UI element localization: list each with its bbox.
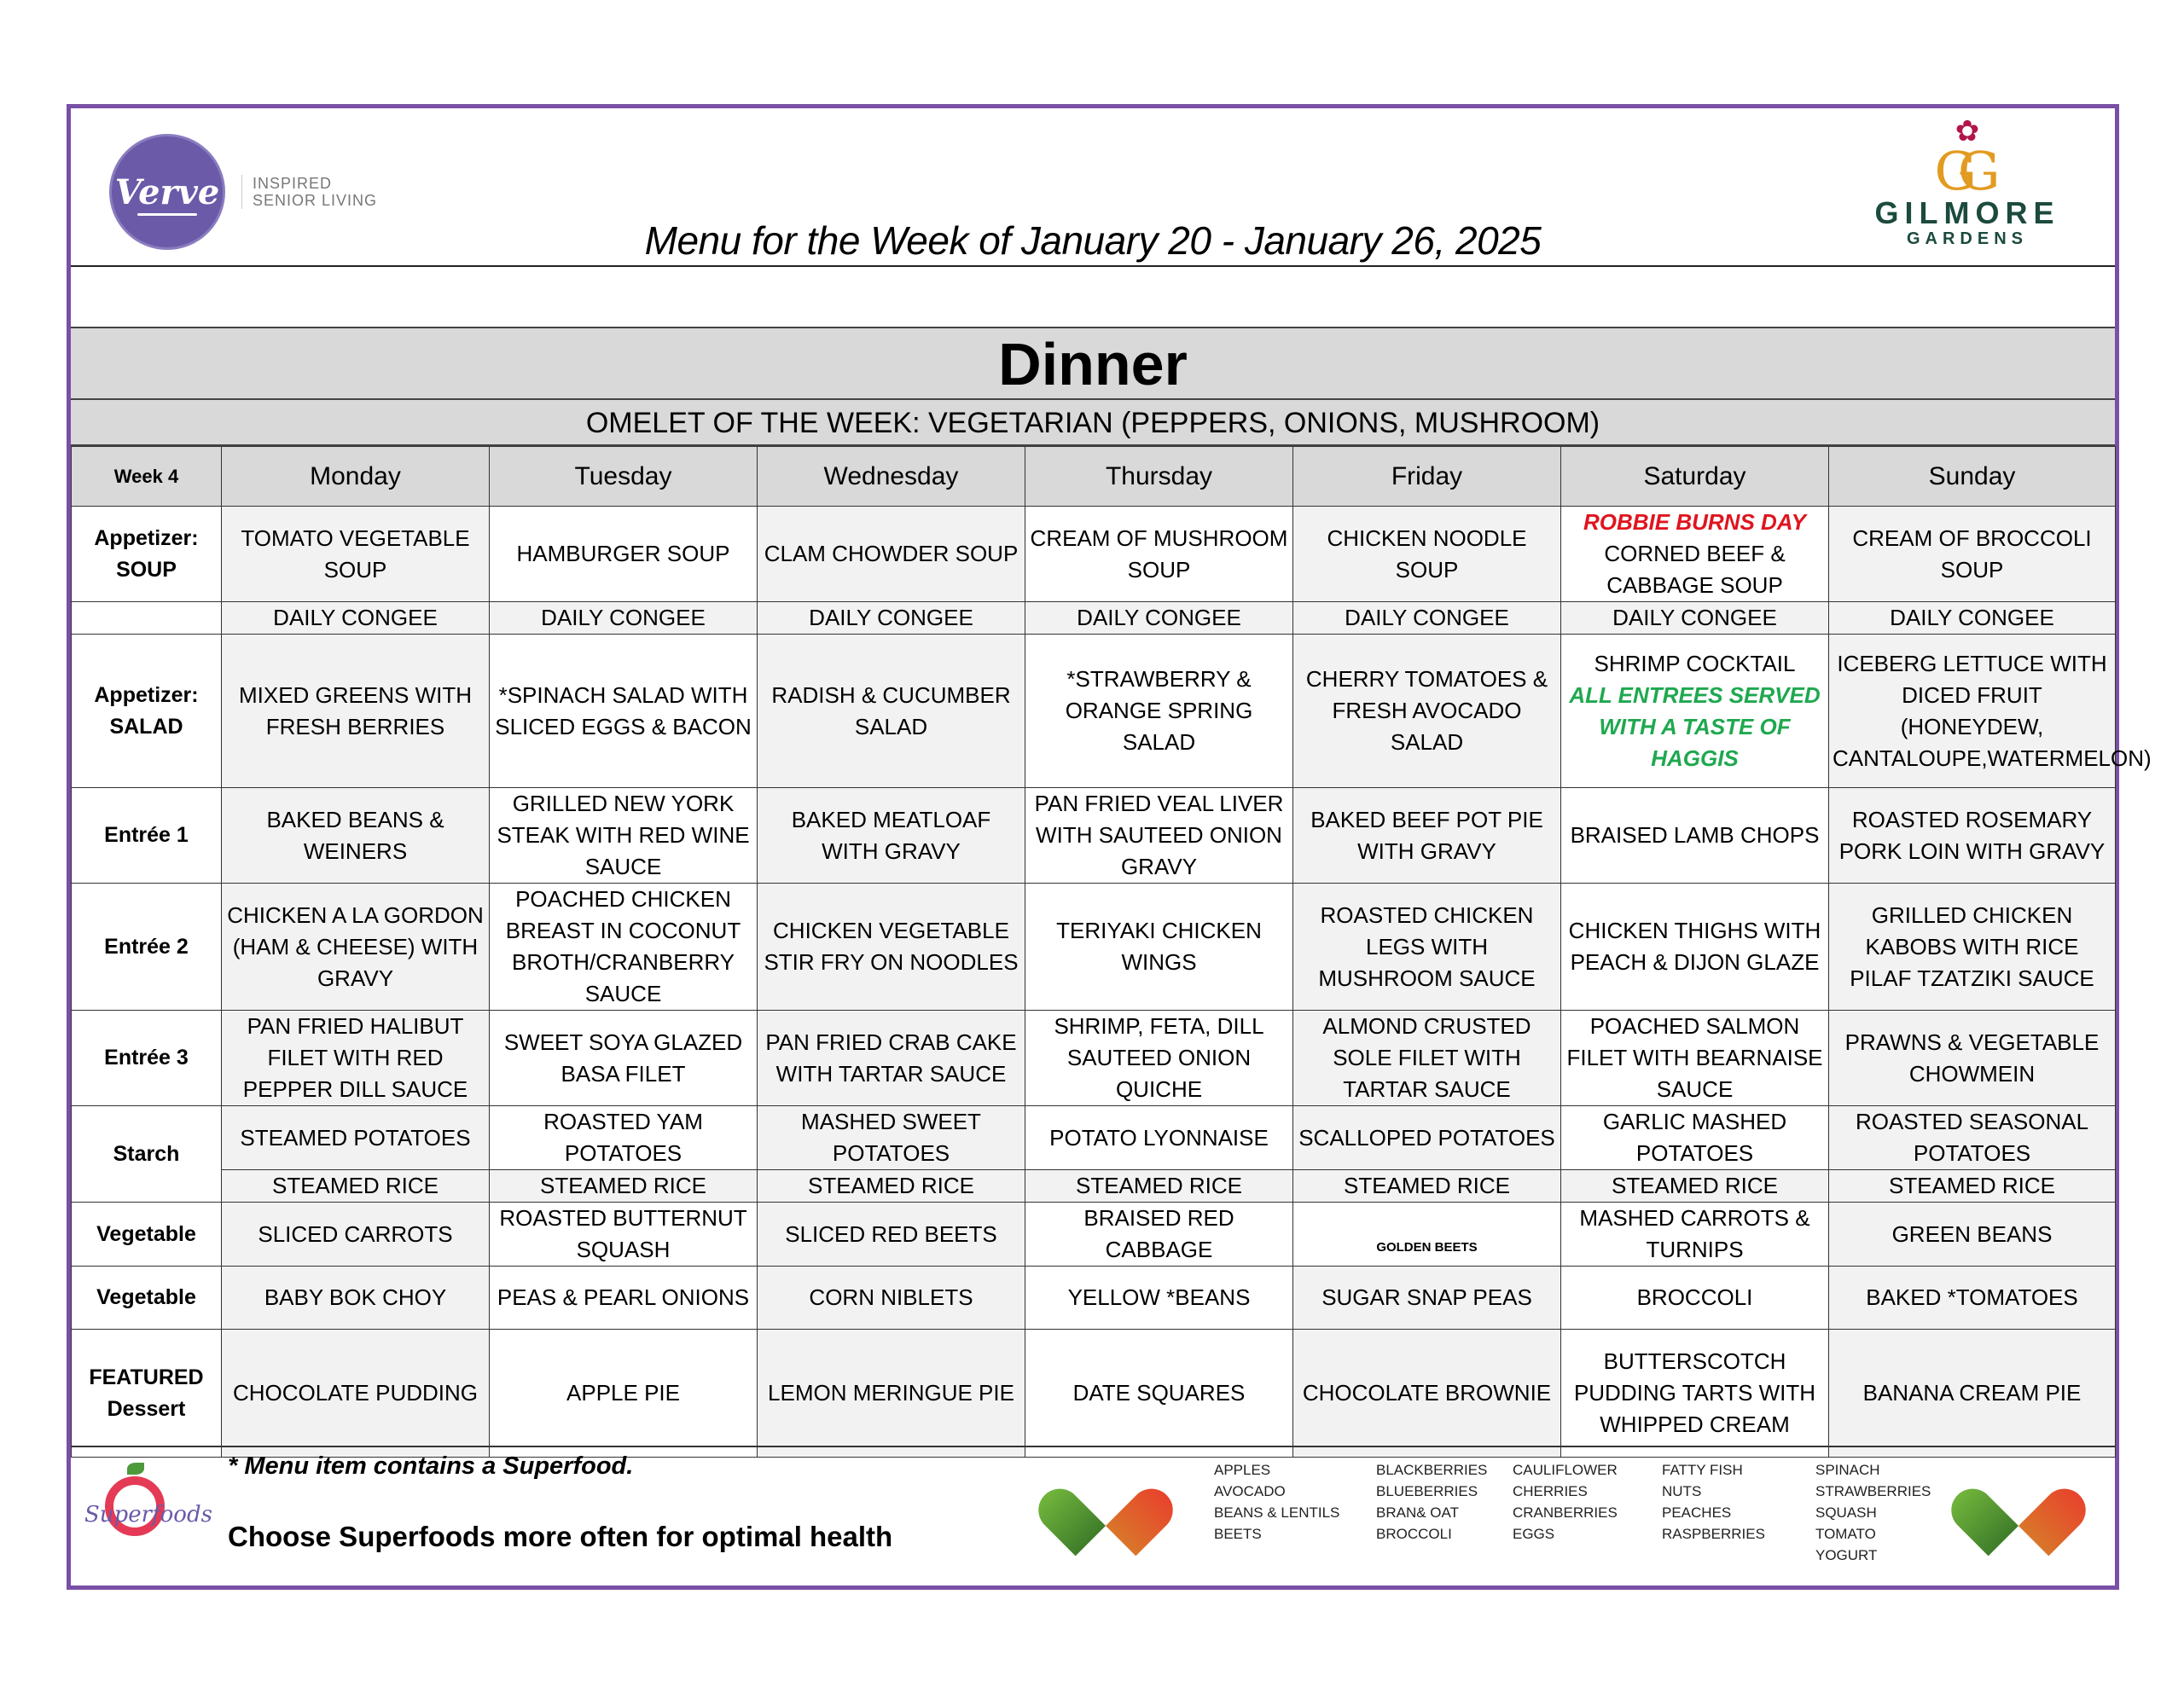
vegetable-heart-icon (1067, 1461, 1144, 1529)
leaf-icon (127, 1463, 144, 1475)
menu-cell: CORN NIBLETS (758, 1267, 1025, 1330)
menu-cell: STEAMED RICE (1293, 1170, 1561, 1203)
menu-cell: *STRAWBERRY & ORANGE SPRING SALAD (1025, 635, 1293, 788)
superfood-item: SQUASH (1815, 1504, 1877, 1521)
row-label-vegetable1: Vegetable (72, 1203, 222, 1267)
omelet-of-the-week: OMELET OF THE WEEK: VEGETARIAN (PEPPERS, ONIONS, MUSHROOM) (71, 400, 2115, 446)
menu-cell: PAN FRIED VEAL LIVER WITH SAUTEED ONION GRAVY (1025, 788, 1293, 884)
superfood-list-col-1 (1214, 1459, 1339, 1545)
superfood-item: CRANBERRIES (1513, 1504, 1618, 1521)
menu-cell: SLICED RED BEETS (758, 1203, 1025, 1267)
dessert-row (72, 1330, 2116, 1458)
starch-row (72, 1106, 2116, 1170)
vegetable-heart-icon (1980, 1461, 2057, 1529)
menu-cell: CHICKEN NOODLE SOUP (1293, 507, 1561, 602)
menu-cell: DATE SQUARES (1025, 1330, 1293, 1458)
menu-cell: CREAM OF MUSHROOM SOUP (1025, 507, 1293, 602)
menu-cell-text: SHRIMP COCKTAIL (1594, 650, 1796, 676)
lotus-icon: ✿ (1955, 115, 1980, 148)
menu-cell: ROASTED BUTTERNUT SQUASH (490, 1203, 758, 1267)
menu-cell: DAILY CONGEE (1829, 602, 2116, 635)
vegetable2-row (72, 1267, 2116, 1330)
superfood-item: BLUEBERRIES (1376, 1483, 1478, 1499)
menu-cell: BAKED BEEF POT PIE WITH GRAVY (1293, 788, 1561, 884)
superfood-item: CHERRIES (1513, 1483, 1588, 1499)
superfood-list-col-4 (1662, 1459, 1765, 1545)
menu-cell: ICEBERG LETTUCE WITH DICED FRUIT (HONEYDEW, CANTALOUPE,WATERMELON) (1829, 635, 2116, 788)
menu-cell: SLICED CARROTS (222, 1203, 490, 1267)
menu-cell: TERIYAKI CHICKEN WINGS (1025, 884, 1293, 1011)
spacer-row (71, 267, 2115, 328)
row-label-salad: Appetizer: SALAD (72, 635, 222, 788)
menu-cell: MASHED CARROTS & TURNIPS (1561, 1203, 1829, 1267)
menu-cell-text: GOLDEN BEETS (1376, 1239, 1478, 1255)
meal-title: Dinner (71, 328, 2115, 400)
menu-cell-text: CORNED BEEF & CABBAGE SOUP (1604, 541, 1786, 598)
menu-cell: ALMOND CRUSTED SOLE FILET WITH TARTAR SAUCE (1293, 1011, 1561, 1106)
menu-cell: BRAISED LAMB CHOPS (1561, 788, 1829, 884)
menu-cell: SUGAR SNAP PEAS (1293, 1267, 1561, 1330)
menu-cell: BAKED BEANS & WEINERS (222, 788, 490, 884)
haggis-note: ALL ENTREES SERVED WITH A TASTE OF HAGGIS (1569, 681, 1821, 771)
menu-cell: POTATO LYONNAISE (1025, 1106, 1293, 1170)
menu-cell: RADISH & CUCUMBER SALAD (758, 635, 1025, 788)
superfoods-logo-text: Superfoods (84, 1502, 212, 1528)
menu-cell: YELLOW *BEANS (1025, 1267, 1293, 1330)
menu-cell: POACHED CHICKEN BREAST IN COCONUT BROTH/CRANBERRY SAUCE (490, 884, 758, 1011)
dessert-label-line-2: Dessert (107, 1396, 186, 1421)
superfood-item: TOMATO (1815, 1526, 1876, 1542)
superfoods-logo (84, 1459, 212, 1579)
congee-row (72, 602, 2116, 635)
menu-cell: HAMBURGER SOUP (490, 507, 758, 602)
row-label-congee (72, 602, 222, 635)
row-label-entree3: Entrée 3 (72, 1011, 222, 1106)
superfood-item: EGGS (1513, 1526, 1555, 1542)
superfood-item: APPLES (1214, 1462, 1271, 1478)
salad-row (72, 635, 2116, 788)
menu-cell: TOMATO VEGETABLE SOUP (222, 507, 490, 602)
menu-cell: GRILLED NEW YORK STEAK WITH RED WINE SAUCE (490, 788, 758, 884)
row-label-soup: Appetizer: SOUP (72, 507, 222, 602)
menu-cell-golden-beets (1293, 1203, 1561, 1267)
verve-tagline (241, 175, 377, 209)
superfood-item: BRAN& OAT (1376, 1504, 1459, 1521)
menu-cell: BROCCOLI (1561, 1267, 1829, 1330)
superfoods-footer (71, 1446, 2115, 1586)
weekly-menu-table (71, 446, 2152, 1458)
superfood-item: SPINACH (1815, 1462, 1880, 1478)
entree3-row (72, 1011, 2116, 1106)
menu-cell: STEAMED RICE (1561, 1170, 1829, 1203)
menu-cell: BAKED MEATLOAF WITH GRAVY (758, 788, 1025, 884)
menu-cell: CHERRY TOMATOES & FRESH AVOCADO SALAD (1293, 635, 1561, 788)
menu-cell: MASHED SWEET POTATOES (758, 1106, 1025, 1170)
day-header-thursday: Thursday (1025, 447, 1293, 507)
gilmore-logo-line-1: GILMORE (1874, 195, 2060, 230)
superfood-list-col-2 (1376, 1459, 1487, 1545)
menu-cell: *SPINACH SALAD WITH SLICED EGGS & BACON (490, 635, 758, 788)
superfood-item: STRAWBERRIES (1815, 1483, 1931, 1499)
gilmore-logo-line-2: GARDENS (1906, 229, 2028, 248)
menu-cell: CHICKEN A LA GORDON (HAM & CHEESE) WITH GRAVY (222, 884, 490, 1011)
menu-cell: ROASTED ROSEMARY PORK LOIN WITH GRAVY (1829, 788, 2116, 884)
menu-cell: CLAM CHOWDER SOUP (758, 507, 1025, 602)
dessert-label-line-1: FEATURED (89, 1365, 204, 1389)
gilmore-gardens-logo (1852, 117, 2082, 262)
superfood-item: AVOCADO (1214, 1483, 1286, 1499)
day-header-friday: Friday (1293, 447, 1561, 507)
menu-cell: ROASTED CHICKEN LEGS WITH MUSHROOM SAUCE (1293, 884, 1561, 1011)
menu-cell: GRILLED CHICKEN KABOBS WITH RICE PILAF TZATZIKI SAUCE (1829, 884, 2116, 1011)
menu-cell: PAN FRIED CRAB CAKE WITH TARTAR SAUCE (758, 1011, 1025, 1106)
menu-cell: BRAISED RED CABBAGE (1025, 1203, 1293, 1267)
menu-cell: CHICKEN VEGETABLE STIR FRY ON NOODLES (758, 884, 1025, 1011)
menu-cell: GREEN BEANS (1829, 1203, 2116, 1267)
gg-monogram-icon: GG (1934, 140, 1982, 202)
day-header-sunday: Sunday (1829, 447, 2116, 507)
menu-cell: CHOCOLATE BROWNIE (1293, 1330, 1561, 1458)
menu-cell: SCALLOPED POTATOES (1293, 1106, 1561, 1170)
superfood-item: NUTS (1662, 1483, 1702, 1499)
menu-cell: STEAMED POTATOES (222, 1106, 490, 1170)
superfood-item: PEACHES (1662, 1504, 1732, 1521)
superfood-item: BLACKBERRIES (1376, 1462, 1488, 1478)
menu-cell: DAILY CONGEE (1025, 602, 1293, 635)
day-header-wednesday: Wednesday (758, 447, 1025, 507)
menu-cell: STEAMED RICE (758, 1170, 1025, 1203)
row-label-entree2: Entrée 2 (72, 884, 222, 1011)
menu-cell: STEAMED RICE (222, 1170, 490, 1203)
superfood-item: RASPBERRIES (1662, 1526, 1765, 1542)
menu-cell: APPLE PIE (490, 1330, 758, 1458)
menu-cell: PEAS & PEARL ONIONS (490, 1267, 758, 1330)
week-label: Week 4 (72, 447, 222, 507)
menu-cell: BANANA CREAM PIE (1829, 1330, 2116, 1458)
menu-cell: BAKED *TOMATOES (1829, 1267, 2116, 1330)
rice-row (72, 1170, 2116, 1203)
menu-cell-saturday-soup (1561, 507, 1829, 602)
superfood-footnote: * Menu item contains a Superfood. (228, 1452, 634, 1480)
page-header (71, 108, 2115, 267)
menu-cell: STEAMED RICE (1025, 1170, 1293, 1203)
vegetable1-row (72, 1203, 2116, 1267)
menu-cell: STEAMED RICE (1829, 1170, 2116, 1203)
menu-cell: BABY BOK CHOY (222, 1267, 490, 1330)
menu-cell: POACHED SALMON FILET WITH BEARNAISE SAUCE (1561, 1011, 1829, 1106)
menu-cell: PAN FRIED HALIBUT FILET WITH RED PEPPER DILL SAUCE (222, 1011, 490, 1106)
menu-cell: ROASTED YAM POTATOES (490, 1106, 758, 1170)
menu-cell: MIXED GREENS WITH FRESH BERRIES (222, 635, 490, 788)
menu-cell-saturday-salad (1561, 635, 1829, 788)
superfood-item: BROCCOLI (1376, 1526, 1452, 1542)
superfood-item: BEETS (1214, 1526, 1262, 1542)
row-label-starch: Starch (72, 1106, 222, 1203)
menu-cell: CHICKEN THIGHS WITH PEACH & DIJON GLAZE (1561, 884, 1829, 1011)
menu-cell: CREAM OF BROCCOLI SOUP (1829, 507, 2116, 602)
tagline-line-1: INSPIRED (253, 175, 333, 192)
menu-cell: DAILY CONGEE (222, 602, 490, 635)
entree1-row (72, 788, 2116, 884)
row-label-vegetable2: Vegetable (72, 1267, 222, 1330)
robbie-burns-day-note: ROBBIE BURNS DAY (1583, 509, 1806, 535)
soup-row (72, 507, 2116, 602)
day-header-saturday: Saturday (1561, 447, 1829, 507)
superfood-item: YOGURT (1815, 1547, 1878, 1563)
page-title: Menu for the Week of January 20 - January 26, 2025 (644, 218, 1542, 263)
superfood-item: BEANS & LENTILS (1214, 1504, 1340, 1521)
menu-cell: STEAMED RICE (490, 1170, 758, 1203)
menu-cell: DAILY CONGEE (758, 602, 1025, 635)
menu-cell: ROASTED SEASONAL POTATOES (1829, 1106, 2116, 1170)
menu-cell: SHRIMP, FETA, DILL SAUTEED ONION QUICHE (1025, 1011, 1293, 1106)
superfood-cta: Choose Superfoods more often for optimal health (228, 1521, 893, 1552)
day-header-tuesday: Tuesday (490, 447, 758, 507)
superfood-list-col-3 (1513, 1459, 1618, 1545)
menu-page (67, 104, 2152, 1590)
menu-cell: CHOCOLATE PUDDING (222, 1330, 490, 1458)
superfood-item: FATTY FISH (1662, 1462, 1743, 1478)
day-header-monday: Monday (222, 447, 490, 507)
menu-cell: DAILY CONGEE (1293, 602, 1561, 635)
menu-cell: BUTTERSCOTCH PUDDING TARTS WITH WHIPPED CREAM (1561, 1330, 1829, 1458)
menu-cell: PRAWNS & VEGETABLE CHOWMEIN (1829, 1011, 2116, 1106)
entree2-row (72, 884, 2116, 1011)
row-label-dessert (72, 1330, 222, 1458)
menu-cell: LEMON MERINGUE PIE (758, 1330, 1025, 1458)
tagline-line-2: SENIOR LIVING (253, 192, 378, 209)
menu-cell: GARLIC MASHED POTATOES (1561, 1106, 1829, 1170)
menu-cell: DAILY CONGEE (490, 602, 758, 635)
superfood-item: CAULIFLOWER (1513, 1462, 1618, 1478)
menu-cell: DAILY CONGEE (1561, 602, 1829, 635)
day-header-row (72, 447, 2116, 507)
superfood-list-col-5 (1815, 1459, 1931, 1566)
menu-cell: SWEET SOYA GLAZED BASA FILET (490, 1011, 758, 1106)
row-label-entree1: Entrée 1 (72, 788, 222, 884)
verve-logo-text: Verve (114, 171, 220, 212)
